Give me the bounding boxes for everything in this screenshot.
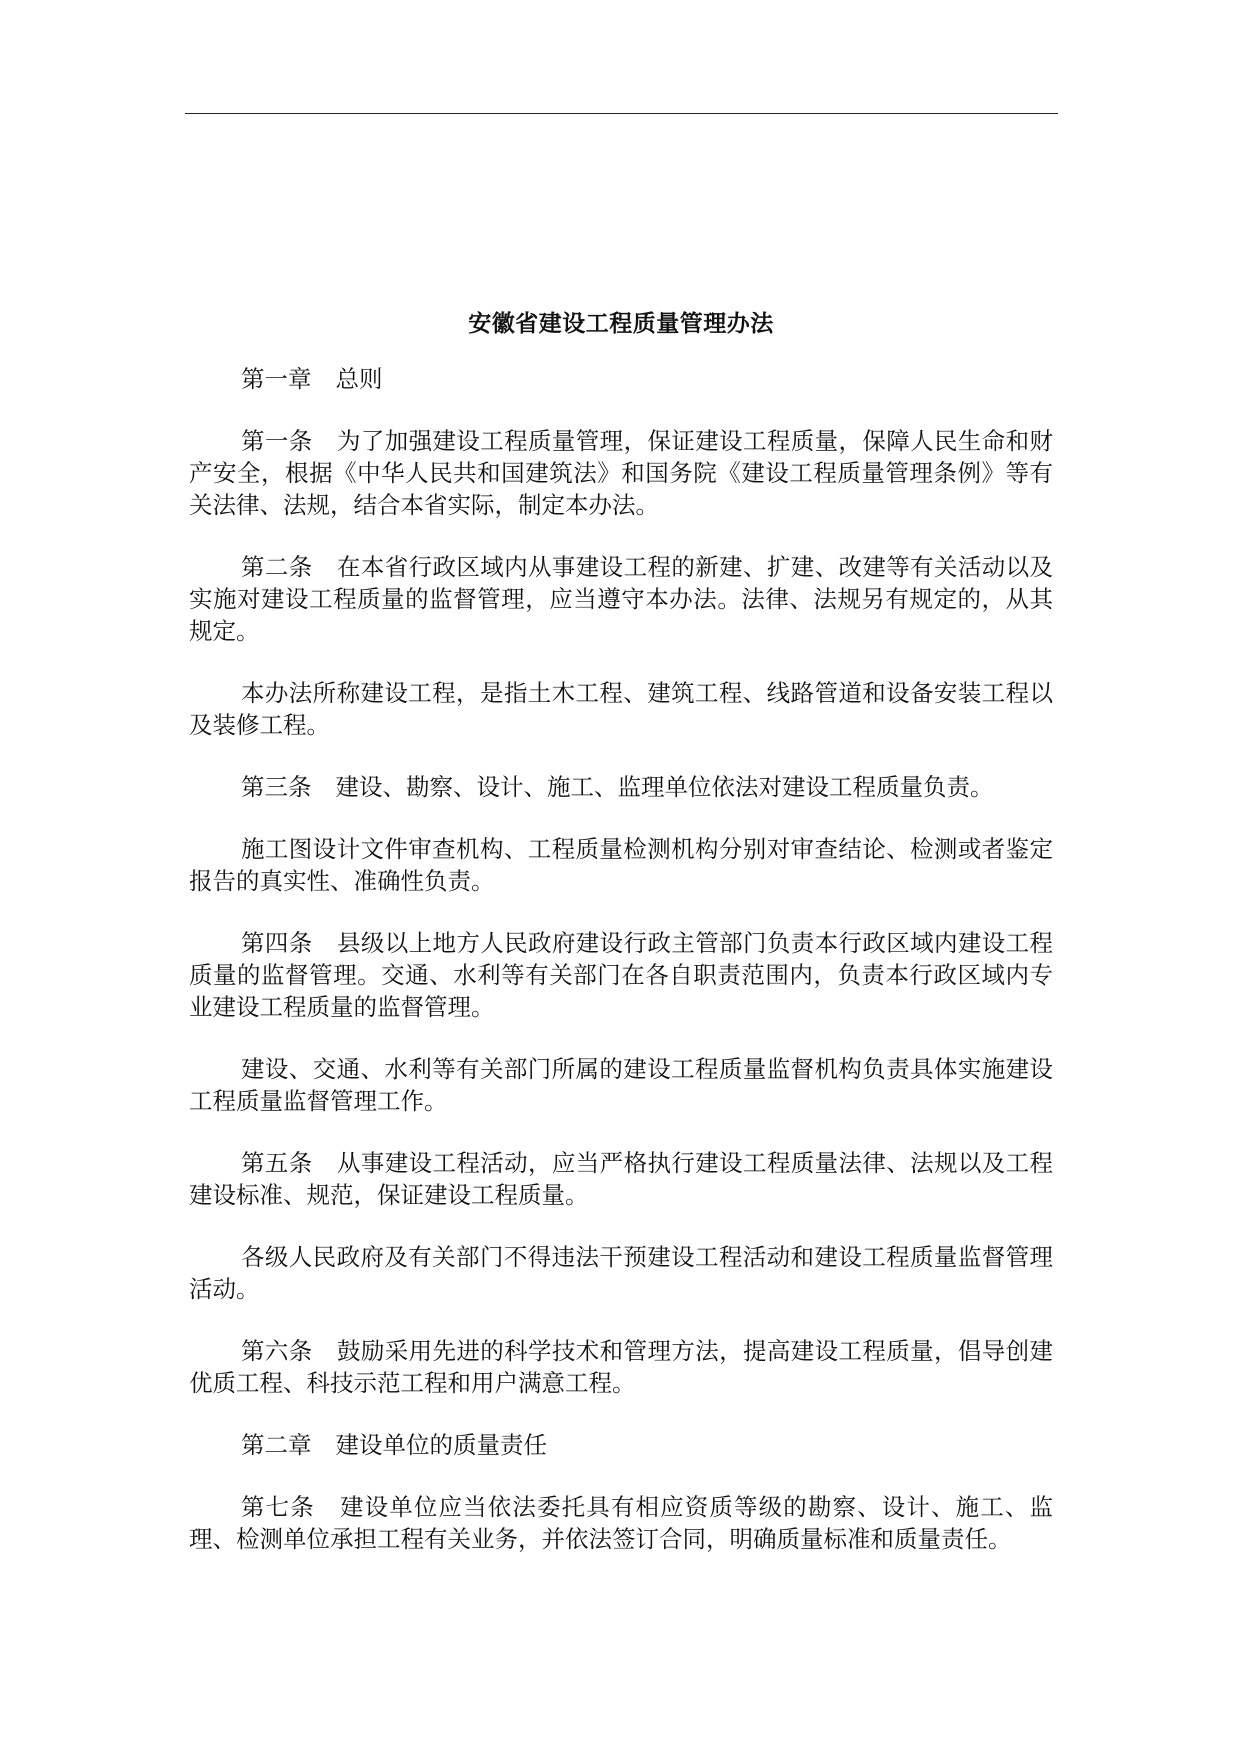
- article-paragraph: [189, 771, 1053, 803]
- article-label: 第三条: [241, 773, 312, 801]
- document-title: 安徽省建设工程质量管理办法: [468, 310, 774, 337]
- paragraph-text: 施工图设计文件审查机构、工程质量检测机构分别对审查结论、检测或者鉴定报告的真实性、准确性负责。: [189, 835, 1053, 895]
- article-label: 第二条: [241, 553, 313, 581]
- document-body: [189, 308, 1053, 1555]
- chapter-title: 总则: [335, 365, 383, 393]
- body-paragraph: [189, 1241, 1053, 1305]
- article-paragraph: [189, 1335, 1053, 1399]
- paragraph-text: 建设、交通、水利等有关部门所属的建设工程质量监督机构负责具体实施建设工程质量监督管理工作。: [189, 1055, 1053, 1115]
- chapter-label: 第二章: [241, 1431, 312, 1459]
- article-label: 第七条: [241, 1493, 315, 1521]
- article-text: 在本省行政区域内从事建设工程的新建、扩建、改建等有关活动以及实施对建设工程质量的监督管理，应当遵守本办法。法律、法规另有规定的，从其规定。: [189, 553, 1054, 645]
- article-paragraph: [189, 927, 1053, 1023]
- article-label: 第一条: [241, 427, 313, 455]
- chapter-heading: [189, 1429, 1053, 1461]
- paragraph-text: 本办法所称建设工程，是指土木工程、建筑工程、线路管道和设备安装工程以及装修工程。: [189, 679, 1053, 739]
- article-text: 从事建设工程活动，应当严格执行建设工程质量法律、法规以及工程建设标准、规范，保证建设工程质量。: [189, 1149, 1054, 1209]
- paragraph-text: 各级人民政府及有关部门不得违法干预建设工程活动和建设工程质量监督管理活动。: [189, 1243, 1053, 1303]
- header-rule: [185, 113, 1058, 114]
- article-text: 鼓励采用先进的科学技术和管理方法，提高建设工程质量，倡导创建优质工程、科技示范工程和用户满意工程。: [189, 1337, 1054, 1397]
- article-text: 建设单位应当依法委托具有相应资质等级的勘察、设计、施工、监理、检测单位承担工程有关业务，并依法签订合同，明确质量标准和质量责任。: [189, 1493, 1053, 1553]
- article-paragraph: [189, 551, 1053, 647]
- article-paragraph: [189, 425, 1053, 521]
- article-text: 建设、勘察、设计、施工、监理单位依法对建设工程质量负责。: [335, 773, 994, 801]
- body-paragraph: [189, 677, 1053, 741]
- body-paragraph: [189, 1053, 1053, 1117]
- body-paragraph: [189, 833, 1053, 897]
- article-paragraph: [189, 1147, 1053, 1211]
- article-paragraph: [189, 1491, 1053, 1555]
- chapter-heading: [189, 363, 1053, 395]
- chapter-label: 第一章: [241, 365, 312, 393]
- article-label: 第四条: [241, 929, 313, 957]
- article-label: 第六条: [241, 1337, 313, 1365]
- chapter-title: 建设单位的质量责任: [335, 1431, 547, 1459]
- article-label: 第五条: [241, 1149, 313, 1177]
- article-text: 为了加强建设工程质量管理，保证建设工程质量，保障人民生命和财产安全，根据《中华人民共和国建筑法》和国务院《建设工程质量管理条例》等有关法律、法规，结合本省实际，制定本办法。: [189, 427, 1054, 519]
- article-text: 县级以上地方人民政府建设行政主管部门负责本行政区域内建设工程质量的监督管理。交通、水利等有关部门在各自职责范围内，负责本行政区域内专业建设工程质量的监督管理。: [189, 929, 1054, 1021]
